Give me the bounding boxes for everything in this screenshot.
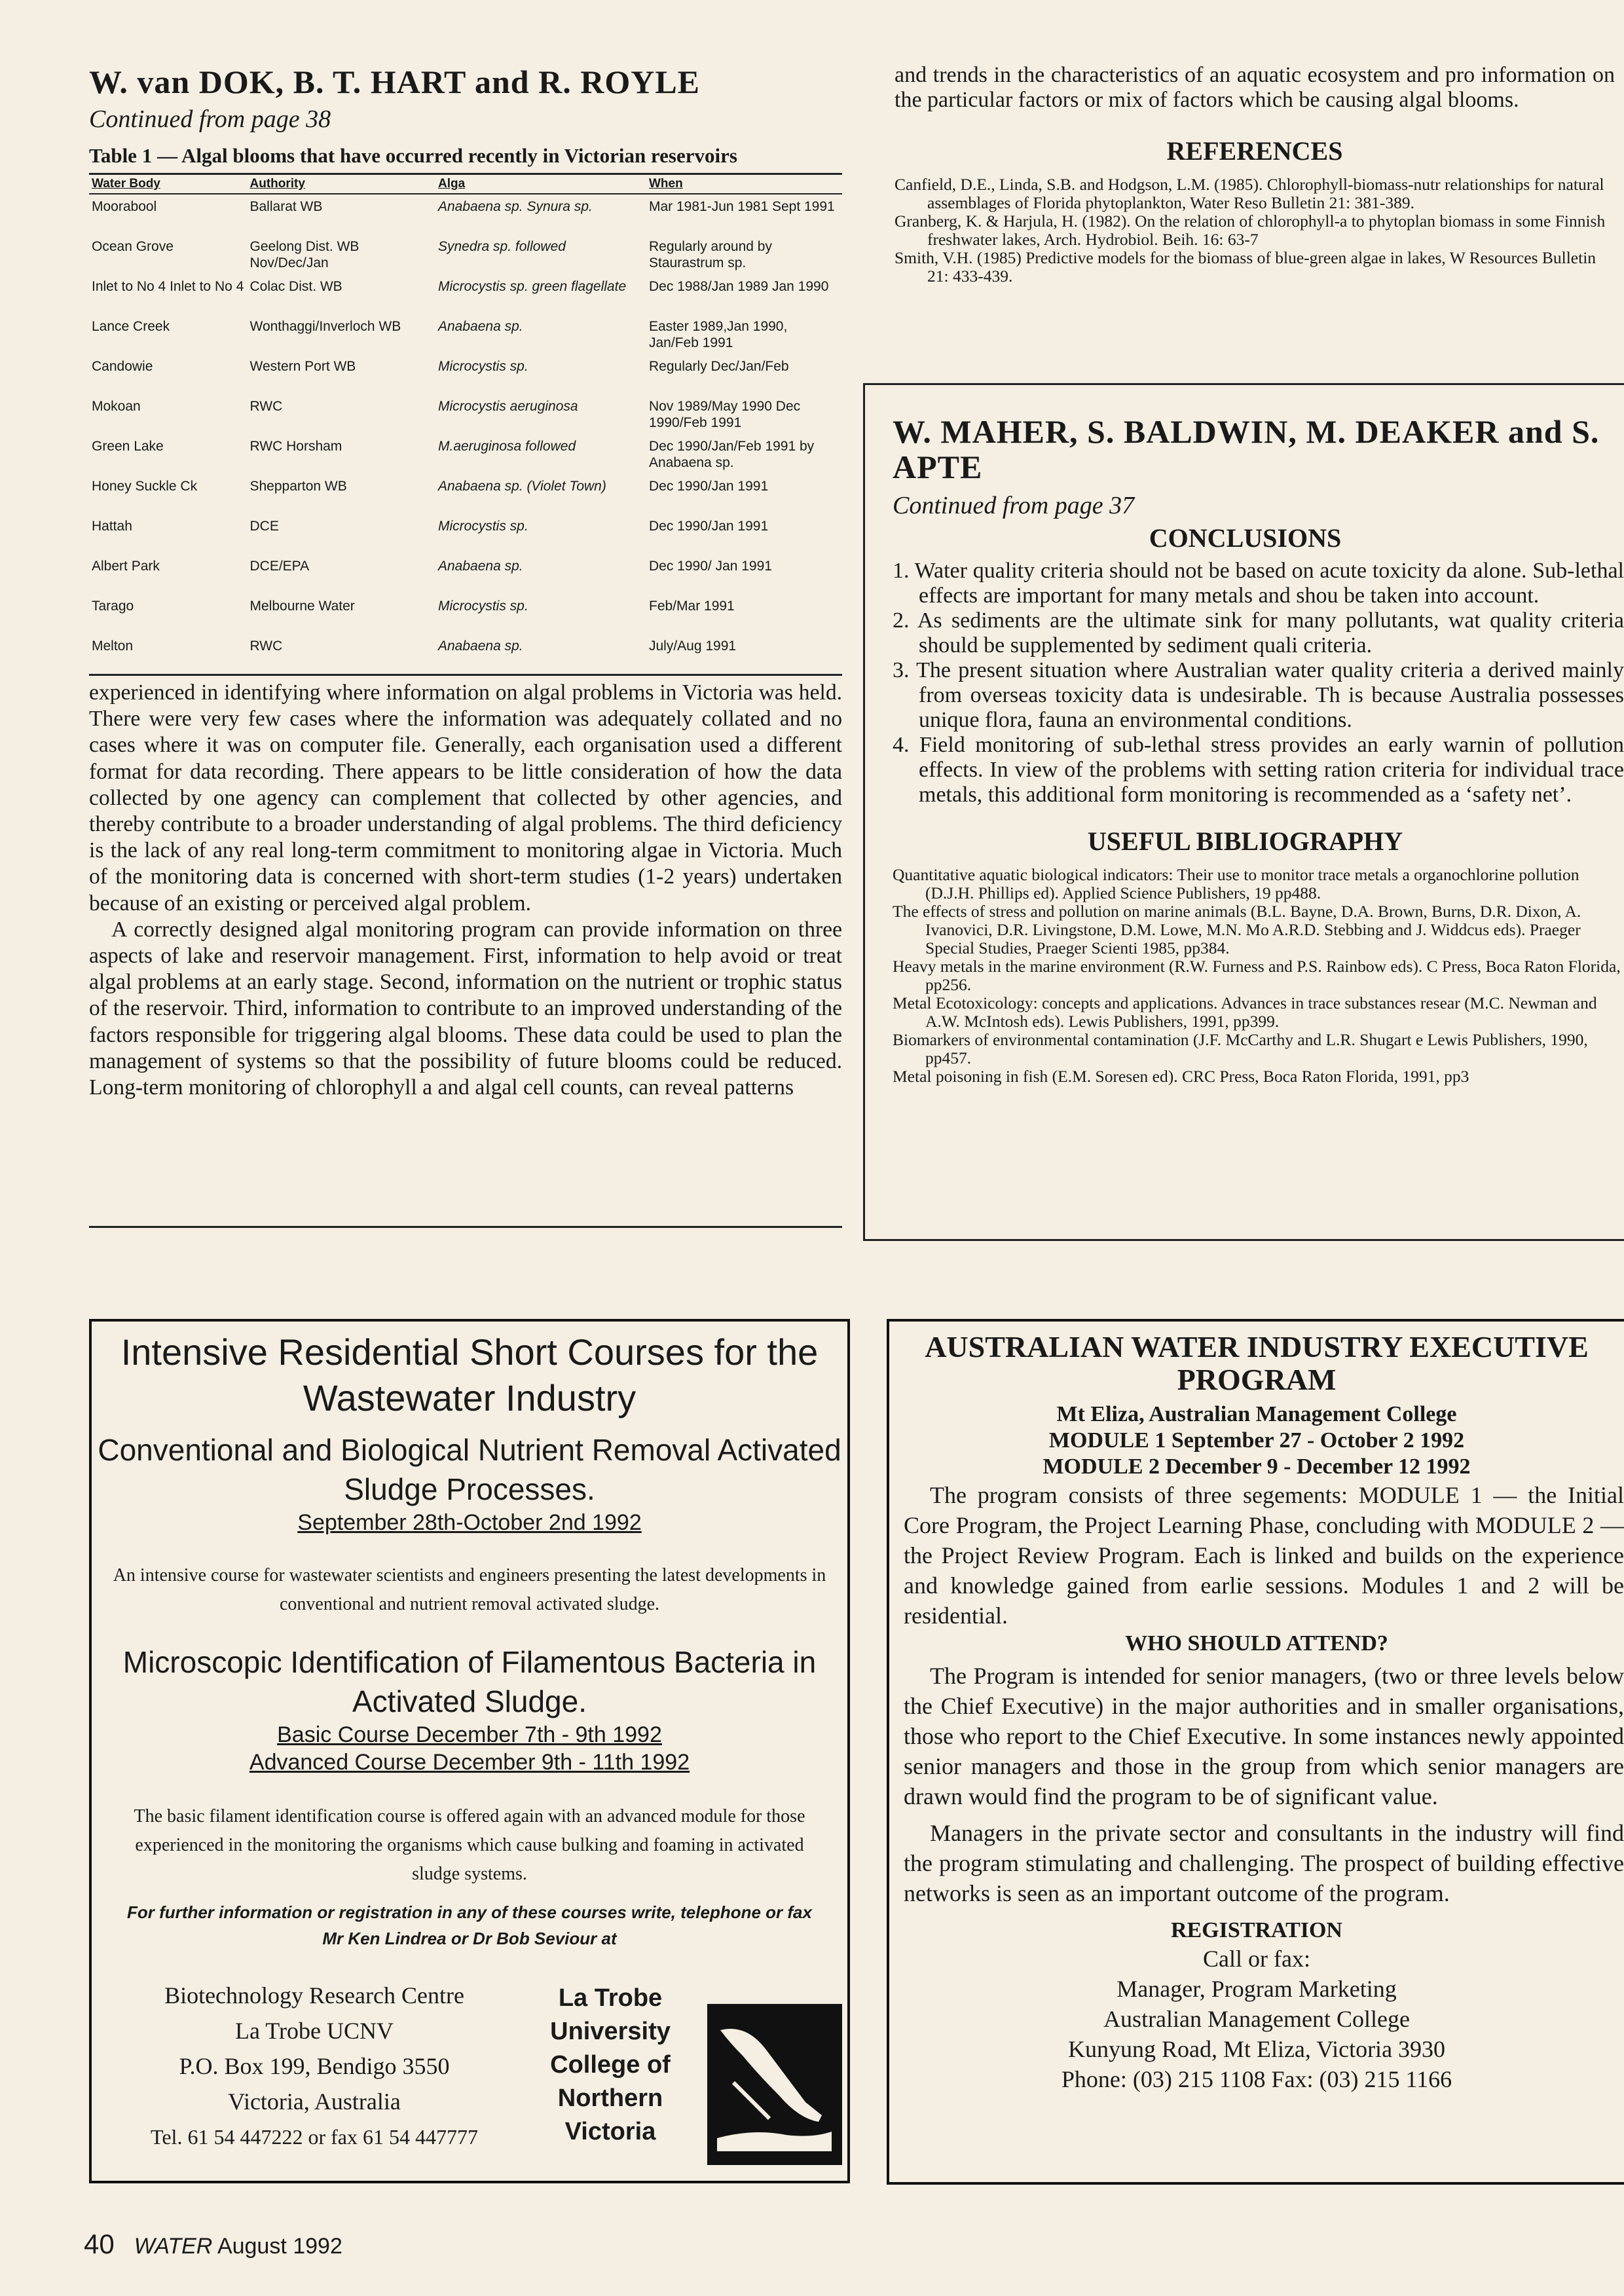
table-cell-body: Lance Creek: [92, 319, 170, 334]
table-row: [89, 634, 842, 675]
university-line: Northern: [557, 2084, 663, 2112]
continued-text: [895, 63, 1615, 286]
course-date: September 28th-October 2nd 1992: [297, 1510, 642, 1535]
table-caption: Table 1 — Algal blooms that have occurred recently in Victorian reservoirs: [89, 144, 737, 167]
bibliography-item: Heavy metals in the marine environment (R.W. Furness and P.S. Rainbow eds). C Press, Boca Raton Florida, pp256.: [893, 957, 1621, 994]
table-row: [89, 434, 842, 474]
table-cell-alga: Microcystis aeruginosa: [438, 399, 578, 414]
table-cell-when: Dec 1990/ Jan 1991: [649, 559, 772, 574]
continued-note: Continued from page 37: [893, 492, 1135, 519]
course-date: Basic Course December 7th - 9th 1992: [277, 1722, 662, 1747]
table-cell-body: Candowie: [92, 359, 153, 374]
table-cell-authority: RWC: [248, 634, 436, 675]
bibliography-item: Quantitative aquatic biological indicators: Their use to monitor trace metals a organochlorine pollution (D.J.H. Phillips ed). Applied Science Publishers, 19 pp488.: [893, 865, 1579, 902]
course-description: An intensive course for wastewater scientists and engineers presenting the latest developments in conventional and nutrient removal activated sludge.: [113, 1565, 826, 1614]
table-cell-body: Honey Suckle Ck: [92, 479, 198, 494]
table-cell-body: Moorabool: [92, 199, 157, 214]
table-cell-body: Inlet to No 4 Inlet to No 4: [92, 279, 244, 294]
article-authors: W. MAHER, S. BALDWIN, M. DEAKER and S. APTE: [893, 413, 1600, 485]
contact-address: [105, 1978, 524, 2155]
bibliography-item: Biomarkers of environmental contamination (J.F. McCarthy and L.R. Shugart e Lewis Publishers, 1990, pp457.: [893, 1030, 1588, 1067]
article-authors: W. van DOK, B. T. HART and R. ROYLE: [89, 64, 701, 100]
article-end-rule: [89, 1226, 842, 1228]
table-cell-when: Mar 1981-Jun 1981 Sept 1991: [649, 199, 835, 214]
registration-line: Call or fax:: [1203, 1946, 1310, 1972]
registration-line: Phone: (03) 215 1108 Fax: (03) 215 1166: [1061, 2066, 1452, 2092]
bibliography-list: [893, 866, 1624, 1086]
bibliography-heading: USEFUL BIBLIOGRAPHY: [1087, 826, 1403, 856]
col-header: Water Body: [89, 174, 248, 194]
university-line: University: [550, 2018, 671, 2045]
registration-line: Kunyung Road, Mt Eliza, Victoria 3930: [1067, 2036, 1446, 2062]
course-title: Conventional and Biological Nutrient Removal Activated Sludge Processes.: [98, 1433, 841, 1506]
module-dates: MODULE 2 December 9 - December 12 1992: [1043, 1454, 1471, 1479]
table-cell-body: Ocean Grove: [92, 239, 174, 254]
table-cell-when: Dec 1990/Jan 1991: [649, 519, 769, 534]
table-cell-when: Regularly Dec/Jan/Feb: [649, 359, 789, 374]
table-cell-authority: DCE/EPA: [249, 559, 310, 574]
registration-line: Manager, Program Marketing: [1116, 1976, 1397, 2002]
references-heading: REFERENCES: [1166, 136, 1343, 166]
who-heading: WHO SHOULD ATTEND?: [1125, 1631, 1388, 1656]
table-cell-authority: Melbourne Water: [249, 599, 355, 614]
conclusions-list: [893, 559, 1624, 807]
university-logo-icon: [707, 2004, 842, 2165]
table-cell-when: July/Aug 1991: [646, 634, 842, 675]
program-venue: Mt Eliza, Australian Management College: [1056, 1402, 1457, 1426]
reference-item: Canfield, D.E., Linda, S.B. and Hodgson, L.M. (1985). Chlorophyll-biomass-nutr relationships for natural assemblages of Florida phytoplankton, Water Reso Bulletin 21: 381-389.: [895, 175, 1604, 212]
table-row: [89, 594, 842, 634]
table-cell-alga: Anabaena sp. (Violet Town): [438, 479, 606, 494]
page-number: 40: [84, 2229, 115, 2259]
awi-program-ad: [887, 1319, 1624, 2185]
table-row: [89, 514, 842, 554]
table-cell-body: Hattah: [92, 519, 132, 534]
paragraph: experienced in identifying where information on algal problems in Victoria was held. There were very few cases where the information was adequately collated and no cases where it was on computer file. Generally, each organisation used a different format for data recording. There appears to be little consideration of how the data collected by one agency can complement that collected by other agencies, and thereby contribute to a broader understanding of algal problems. The third deficiency is the lack of any real long-term commitment to monitoring algae in Victoria. Much of the monitoring data is concerned with short-term studies (1-2 years) undertaken because of an existing or perceived algal problem.: [89, 680, 842, 916]
magazine-name: WATER: [134, 2234, 213, 2259]
table-cell-when: Feb/Mar 1991: [649, 599, 735, 614]
table-cell-body: Melton: [89, 634, 248, 675]
col-header: Authority: [248, 174, 436, 194]
short-courses-ad: [89, 1319, 850, 2183]
bibliography-item: The effects of stress and pollution on marine animals (B.L. Bayne, D.A. Brown, Burns, D.R. Dixon, A. Ivanovici, D.R. Livingstone, D.M. Lowe, M.N. Mo A.R.D. Stebbing and J. Widdcus eds). Praeger Special Studies, Praeger Scienti 1985, pp384.: [893, 902, 1581, 957]
paragraph: A correctly designed algal monitoring program can provide information on three aspects of lake and reservoir management. First, information to help avoid or treat algal problems at an early stage. Second, information on the nutrient or trophic status of the reservoir. Third, information to contribute to an improved understanding of the factors responsible for triggering algal blooms. These data could be used to plan the management of systems so that the possibility of future blooms could be reduced. Long-term monitoring of chlorophyll a and algal cell counts, can reveal patterns: [89, 917, 842, 1100]
table-row: [89, 474, 842, 514]
table-row: [89, 314, 842, 354]
course-description: The basic filament identification course is offered again with an advanced module for those experienced in the monitoring the organisms which cause bulking and foaming in activated sludge systems.: [134, 1806, 805, 1884]
paragraph: The Program is intended for senior managers, (two or three levels below the Chief Executive) in the major authorities and in smaller organisations, those who report to the Chief Executive. In some instances newly appointed senior managers and those in the group from which senior managers are drawn would find the program to be of significant value.: [904, 1663, 1624, 1809]
references-list: [895, 176, 1615, 286]
maher-article: [863, 383, 1624, 1241]
module-dates: MODULE 1 September 27 - October 2 1992: [1048, 1428, 1465, 1453]
table-cell-when: Nov 1989/May 1990 Dec 1990/Feb 1991: [649, 399, 801, 430]
address-line: P.O. Box 199, Bendigo 3550: [179, 2053, 450, 2079]
table-cell-authority: Geelong Dist. WB Nov/Dec/Jan: [249, 239, 360, 270]
table-cell-alga: Anabaena sp.: [438, 559, 523, 574]
table-cell-body: Albert Park: [92, 559, 160, 574]
table-cell-when: Dec 1990/Jan 1991: [649, 479, 769, 494]
table-cell-authority: Colac Dist. WB: [249, 279, 342, 294]
table-cell-when: Dec 1988/Jan 1989 Jan 1990: [649, 279, 829, 294]
table-cell-when: Easter 1989,Jan 1990, Jan/Feb 1991: [649, 319, 788, 350]
table-cell-body: Tarago: [92, 599, 134, 614]
table-cell-when: Dec 1990/Jan/Feb 1991 by Anabaena sp.: [649, 439, 815, 470]
university-line: Victoria: [564, 2118, 656, 2145]
table-cell-authority: Ballarat WB: [249, 199, 323, 214]
table-row: [89, 274, 842, 314]
table-cell-alga: Anabaena sp. Synura sp.: [438, 199, 593, 214]
university-line: College of: [550, 2051, 671, 2079]
paragraph: and trends in the characteristics of an aquatic ecosystem and pro information on the particular factors or mix of factors which be causing algal blooms.: [895, 63, 1615, 112]
table-cell-when: Regularly around by Staurastrum sp.: [649, 239, 772, 270]
ad-title: Intensive Residential Short Courses for the Wastewater Industry: [120, 1331, 819, 1418]
table-row: [89, 394, 842, 434]
table-cell-authority: Shepparton WB: [249, 479, 347, 494]
table-row: [89, 554, 842, 594]
bibliography-item: Metal Ecotoxicology: concepts and applications. Advances in trace substances resear (M.C. Newman and A.W. McIntosh eds). Lewis Publishers, 1991, pp399.: [893, 993, 1597, 1031]
issue-date: August 1992: [217, 2234, 342, 2259]
address-line: Victoria, Australia: [228, 2088, 401, 2115]
address-line: Biotechnology Research Centre: [164, 1982, 464, 2009]
continued-note: Continued from page 38: [89, 105, 331, 133]
table-cell-authority: RWC Horsham: [249, 439, 342, 454]
registration-details: [904, 1944, 1610, 2094]
table-cell-alga: Microcystis sp.: [438, 599, 528, 614]
conclusion-item: 4. Field monitoring of sub-lethal stress provides an early warnin of pollution effects. In view of the problems with setting ration criteria for individual trace metals, this additional form monitoring is recommended as a ‘safety net’.: [893, 733, 1624, 807]
conclusion-item: 3. The present situation where Australian water quality criteria a derived mainly from overseas toxicity data is undesirable. Th is because Australia possesses unique flora, fauna an environmental conditions.: [893, 658, 1624, 732]
paragraph: The program consists of three segements: MODULE 1 — the Initial Core Program, the Project Learning Phase, concluding with MODULE 2 — the Project Review Program. Each is linked and builds on the experience and knowledge gained from earlie sessions. Modules 1 and 2 will be residential.: [904, 1482, 1624, 1629]
university-line: La Trobe: [558, 1984, 663, 2012]
left-article: [89, 63, 842, 1101]
col-header: Alga: [435, 174, 646, 194]
table-row: [89, 354, 842, 394]
university-name: [534, 1982, 686, 2149]
table-cell-alga: Microcystis sp. green flagellate: [438, 279, 627, 294]
course-date: Advanced Course December 9th - 11th 1992: [249, 1750, 690, 1775]
table-cell-alga: Anabaena sp.: [438, 319, 523, 334]
conclusions-heading: CONCLUSIONS: [1149, 523, 1342, 553]
address-line: Tel. 61 54 447222 or fax 61 54 447777: [151, 2125, 478, 2149]
program-title: AUSTRALIAN WATER INDUSTRY EXECUTIVE PROGRAM: [925, 1330, 1589, 1396]
paragraph: Managers in the private sector and consultants in the industry will find the program stimulating and challenging. The prospect of building effective networks is seen as an important outcome of the program.: [904, 1820, 1624, 1906]
table-cell-authority: DCE: [249, 519, 279, 534]
contact-note: For further information or registration in any of these courses write, telephone or fax Mr Ken Lindrea or Dr Bob Seviour at: [127, 1902, 812, 1948]
table-cell-alga: Synedra sp. followed: [438, 239, 566, 254]
page-footer: [84, 2229, 342, 2260]
reference-item: Smith, V.H. (1985) Predictive models for the biomass of blue-green algae in lakes, W Resources Bulletin 21: 433-439.: [895, 248, 1596, 286]
table-cell-alga: Microcystis sp.: [438, 519, 528, 534]
article-body: [89, 680, 842, 1101]
course-title: Microscopic Identification of Filamentous Bacteria in Activated Sludge.: [122, 1645, 817, 1718]
table-cell-authority: RWC: [249, 399, 283, 414]
bibliography-item: Metal poisoning in fish (E.M. Soresen ed). CRC Press, Boca Raton Florida, 1991, pp3: [893, 1067, 1469, 1086]
conclusion-item: 2. As sediments are the ultimate sink for many pollutants, wat quality criteria should be supplemented by sediment quali criteria.: [893, 608, 1624, 657]
table-cell-alga: Microcystis sp.: [438, 359, 528, 374]
table-cell-authority: Wonthaggi/Inverloch WB: [249, 319, 401, 334]
table-row: [89, 234, 842, 274]
table-cell-authority: Western Port WB: [249, 359, 356, 374]
conclusion-item: 1. Water quality criteria should not be based on acute toxicity da alone. Sub-lethal effects are important for many metals and shou be taken into account.: [893, 559, 1624, 608]
registration-line: Australian Management College: [1103, 2006, 1410, 2032]
table-cell-body: Green Lake: [92, 439, 164, 454]
col-header: When: [646, 174, 842, 194]
table-row: [89, 194, 842, 234]
address-line: La Trobe UCNV: [234, 2018, 394, 2044]
algal-bloom-table: [89, 173, 842, 676]
table-cell-body: Mokoan: [92, 399, 141, 414]
registration-heading: REGISTRATION: [1171, 1918, 1342, 1942]
reference-item: Granberg, K. & Harjula, H. (1982). On the relation of chlorophyll-a to phytoplan biomass in some Finnish freshwater lakes, Arch. Hydrobiol. Beih. 16: 63-7: [895, 212, 1606, 249]
table-cell-alga: Anabaena sp.: [435, 634, 646, 675]
table-cell-alga: M.aeruginosa followed: [438, 439, 576, 454]
